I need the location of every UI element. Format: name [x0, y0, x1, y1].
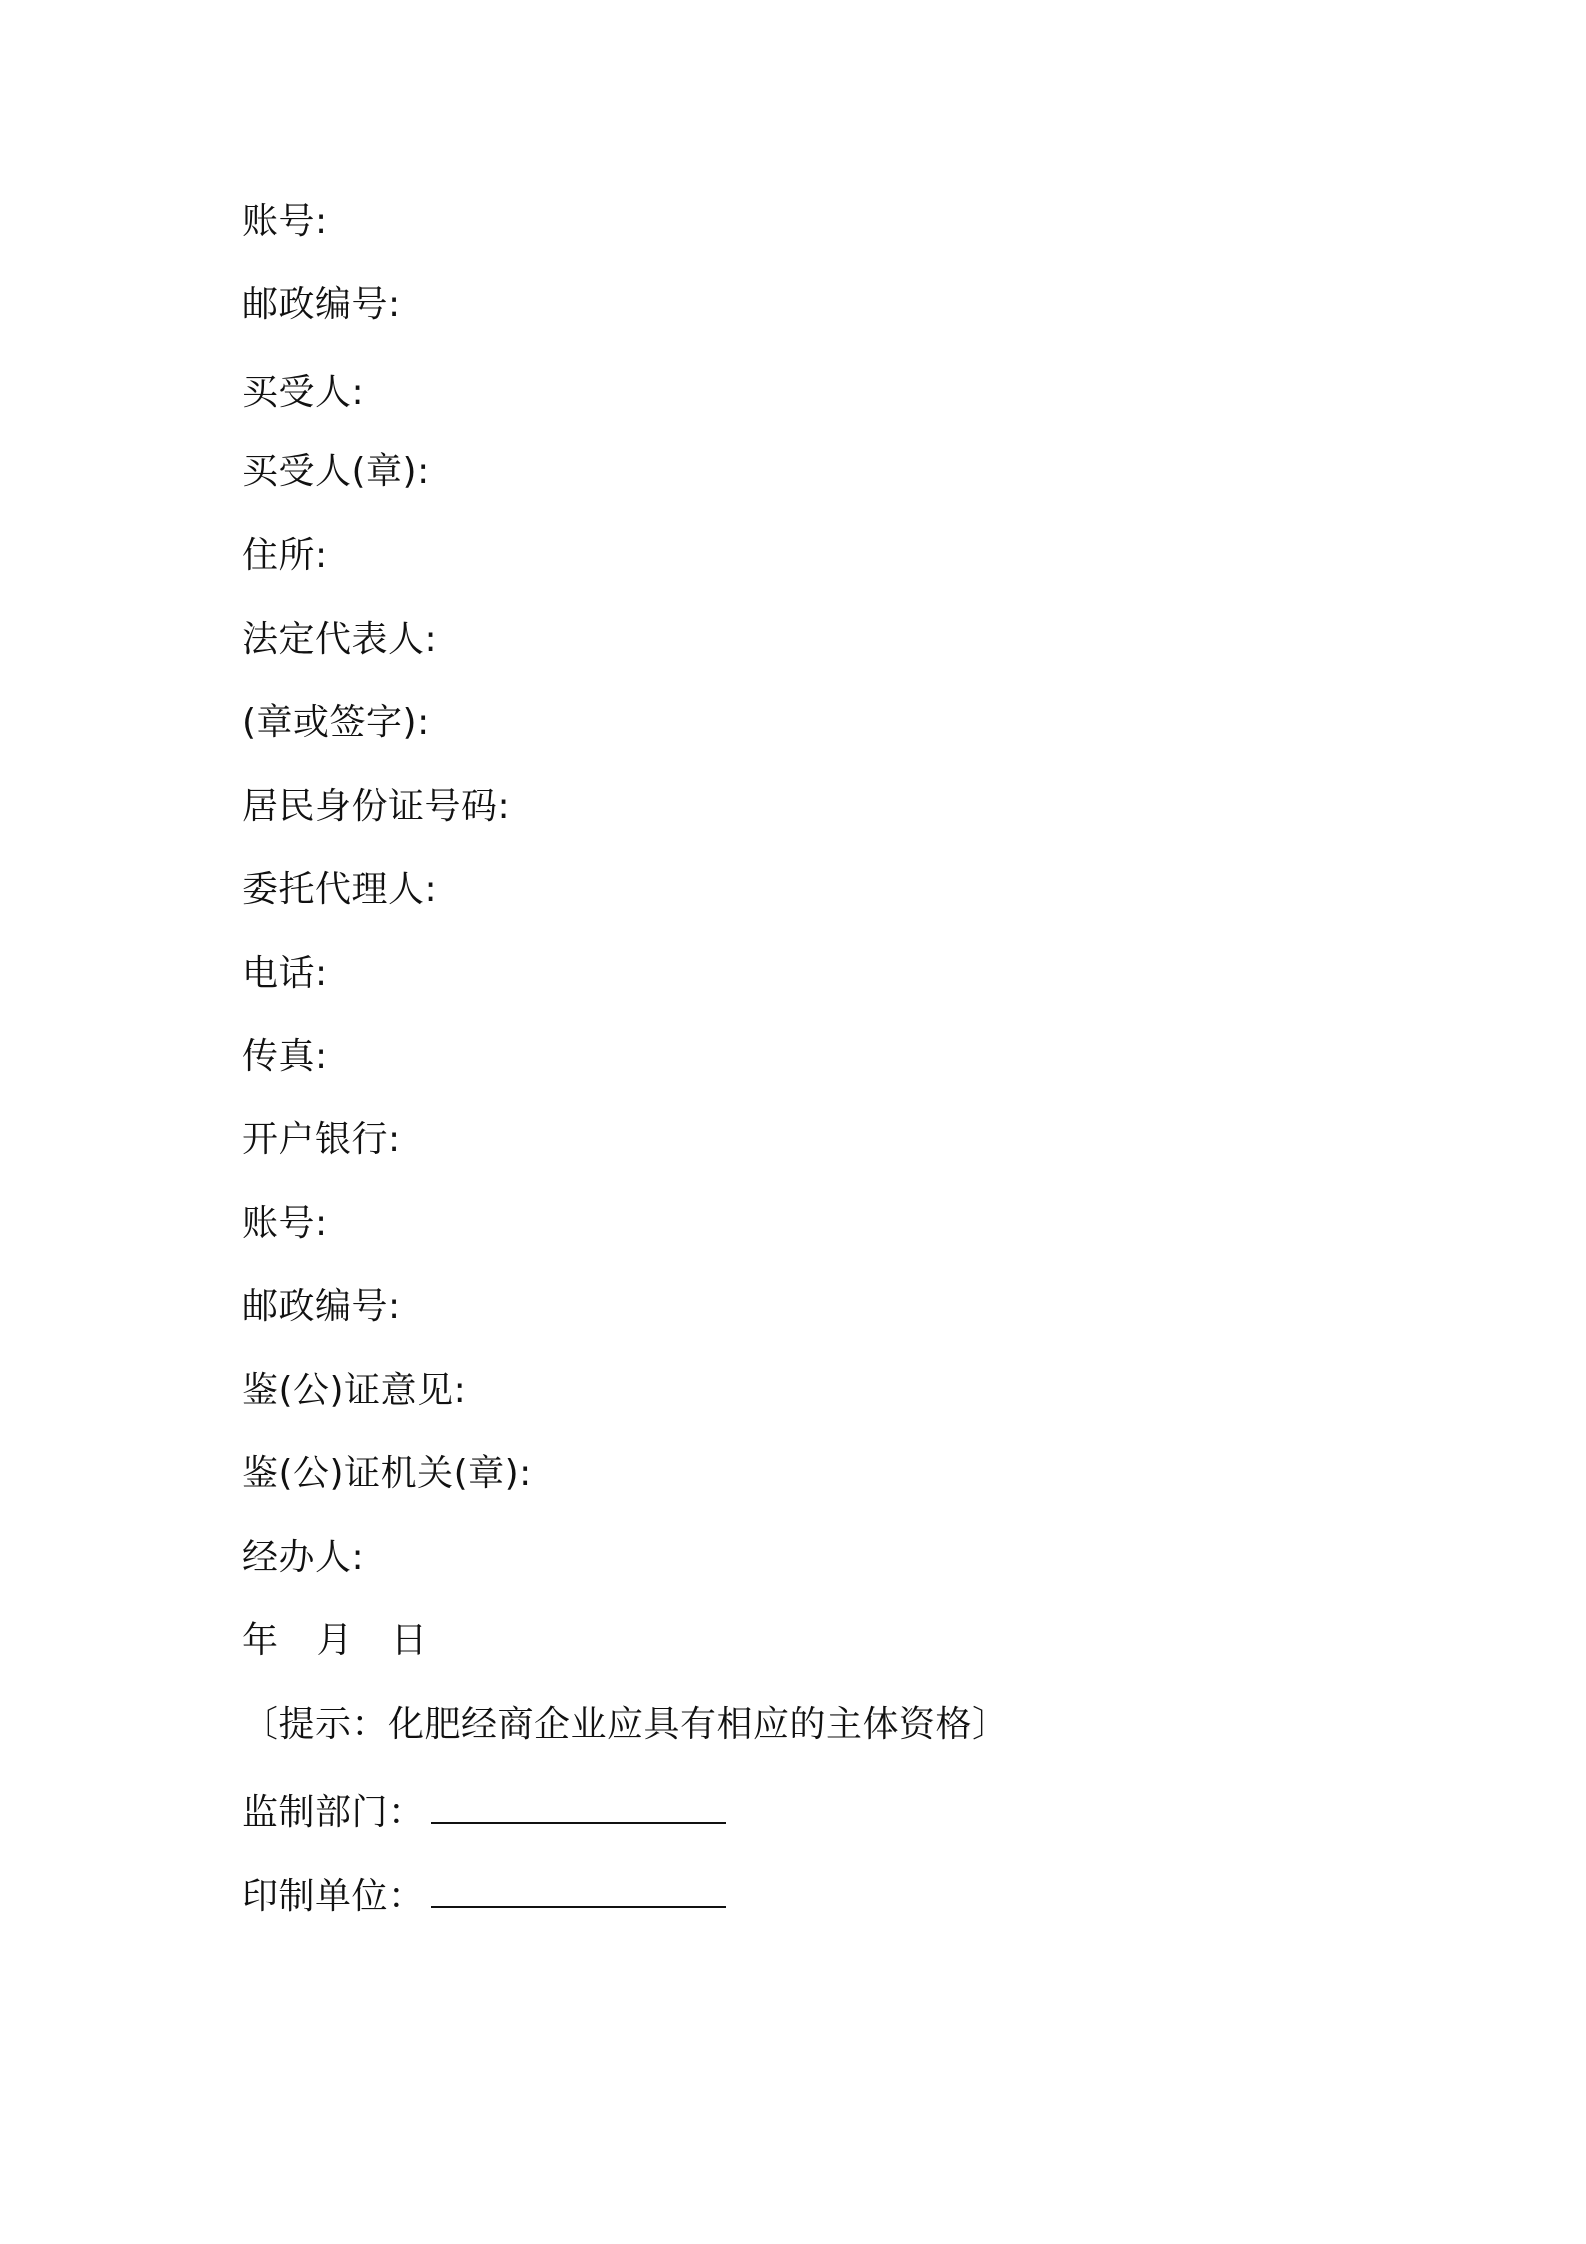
field-id-number: 居民身份证号码:	[242, 786, 511, 827]
field-handler: 经办人:	[242, 1537, 365, 1578]
field-buyer-seal: 买受人(章):	[242, 451, 430, 492]
field-bank: 开户银行:	[242, 1119, 401, 1160]
field-seal-or-sign: (章或签字):	[242, 702, 430, 743]
field-buyer: 买受人:	[242, 372, 365, 413]
date-line	[242, 1619, 428, 1663]
supervisor-line	[242, 1786, 726, 1835]
field-account-2: 账号:	[242, 1203, 328, 1244]
field-postcode-1: 邮政编号:	[242, 284, 401, 325]
date-year: 年	[242, 1620, 279, 1661]
date-day: 日	[391, 1620, 428, 1661]
field-agent: 委托代理人:	[242, 869, 438, 910]
field-postcode-2: 邮政编号:	[242, 1286, 401, 1327]
printer-line	[242, 1870, 726, 1919]
field-notary-office: 鉴(公)证机关(章):	[242, 1453, 532, 1494]
date-month: 月	[316, 1620, 354, 1661]
field-address: 住所:	[242, 535, 328, 576]
supervisor-label: 监制部门：	[242, 1792, 425, 1833]
field-phone: 电话:	[242, 953, 328, 994]
field-notary-opinion: 鉴(公)证意见:	[242, 1370, 467, 1411]
printer-label: 印制单位：	[242, 1876, 425, 1917]
supervisor-blank	[431, 1786, 726, 1824]
field-legal-rep: 法定代表人:	[242, 619, 438, 660]
printer-blank	[431, 1870, 726, 1908]
field-fax: 传真:	[242, 1036, 328, 1077]
qualification-note: 〔提示：化肥经商企业应具有相应的主体资格〕	[242, 1704, 1009, 1745]
field-account-1: 账号:	[242, 201, 328, 242]
